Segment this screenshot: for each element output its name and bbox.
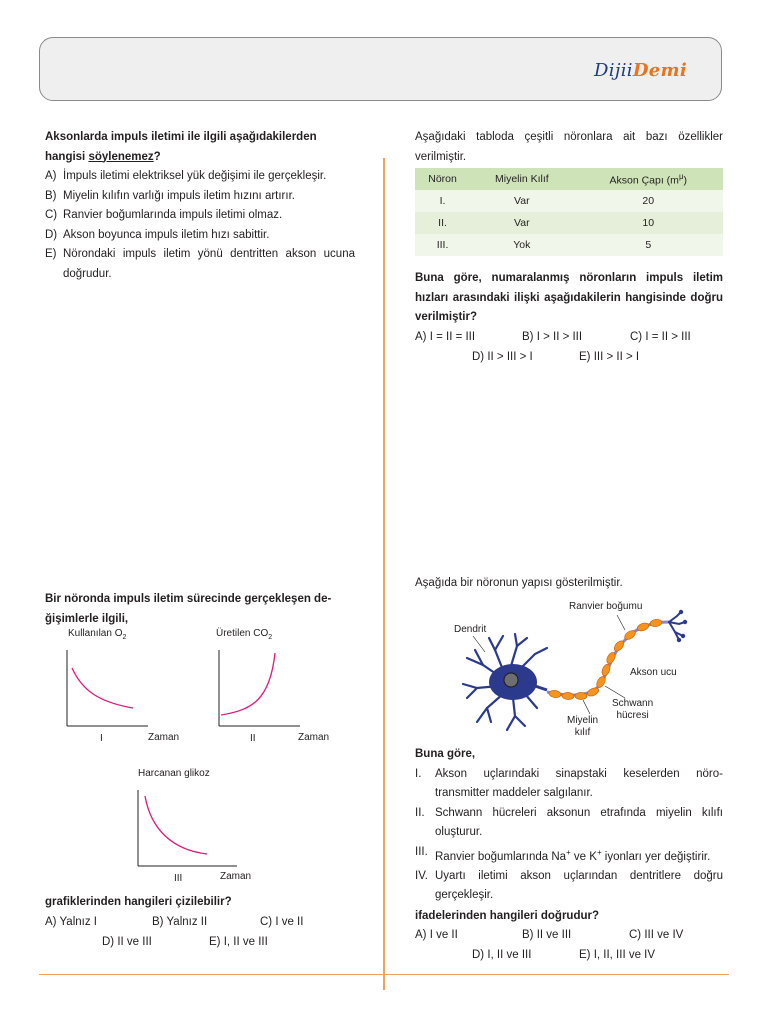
q3-option-e[interactable]: E) I, II ve III (209, 935, 268, 948)
q4-option-c[interactable]: C) III ve IV (629, 929, 684, 942)
data-line (221, 653, 275, 715)
neuron-table (415, 168, 723, 256)
label-miyelin (567, 715, 598, 739)
statement-text: Uyartı iletimi akson uçlarından dentritlere doğru gerçekleşir. (435, 869, 723, 902)
label-miyelin-line-1: Miyelin (567, 715, 599, 726)
q4-options-row-1 (415, 926, 723, 946)
graph-2-numeral: II (250, 733, 256, 744)
label-schwann (612, 698, 653, 722)
q4-options-row-2 (415, 946, 723, 966)
q1-option-d[interactable] (45, 226, 355, 246)
q1-option-c[interactable] (45, 206, 355, 226)
header-text: Akson Çapı (m (609, 174, 679, 187)
logo-part-2: Demi (632, 60, 687, 81)
nucleus (504, 673, 518, 687)
table-row (415, 212, 723, 234)
logo-part-1: Dijii (594, 60, 633, 81)
header-paren: ) (683, 174, 688, 187)
q2-option-a[interactable]: A) I = II = III (415, 330, 476, 343)
q4-question: ifadelerinden hangileri doğrudur? (415, 909, 600, 922)
question-2 (415, 269, 723, 368)
table-header (574, 168, 723, 190)
table-row (415, 190, 723, 212)
option-text: Ranvier boğumlarında impuls iletimi olmaz. (63, 209, 283, 221)
table-header-row (415, 168, 723, 190)
sup-plus: + (566, 847, 571, 857)
q3-option-b[interactable]: B) Yalnız II (152, 915, 208, 928)
q4-buna-gore: Buna göre, (415, 748, 476, 760)
statement-text: Akson uçlarındaki sinapstaki keselerden nöro-transmitter maddeler salgılanır. (435, 767, 723, 799)
statement-key: IV. (415, 869, 429, 882)
q4-option-e[interactable]: E) I, II, III ve IV (579, 949, 656, 962)
q4-statement-3 (415, 843, 723, 867)
label-schwann-line-2: hücresi (616, 710, 649, 721)
label-akson-ucu: Akson ucu (630, 667, 677, 678)
graph-2 (212, 640, 302, 732)
option-key: E) (45, 248, 57, 260)
q2-options-row-1 (415, 328, 723, 348)
graph-1-xlabel: Zaman (148, 732, 180, 743)
question-4 (415, 745, 723, 966)
myelin-sheath (549, 619, 663, 700)
q2-option-b[interactable]: B) I > II > III (522, 330, 583, 343)
table-header: Nöron (415, 168, 470, 190)
q4-statement-1 (415, 765, 723, 804)
option-key: D) (45, 228, 58, 241)
ylabel-text: Kullanılan O (68, 628, 123, 639)
q1-option-e[interactable] (45, 245, 355, 284)
label-miyelin-line-2: kılıf (574, 727, 591, 738)
q4-option-d[interactable]: D) I, II ve III (472, 949, 532, 962)
sup-plus: + (596, 847, 602, 857)
header-box (39, 37, 722, 101)
option-text: İmpuls iletimi elektriksel yük değişimi ile gerçekleşir. (63, 170, 327, 182)
q1-stem-line-2 (45, 148, 355, 168)
option-key: A) (45, 170, 57, 182)
q1-stem-line-1: Aksonlarda impuls iletimi ile ilgili aşağıdakilerden (45, 131, 317, 143)
q3-option-a[interactable]: A) Yalnız I (45, 915, 97, 928)
label-ranvier: Ranvier boğumu (569, 601, 643, 612)
statement-key: II. (415, 806, 425, 819)
table-cell: Var (470, 190, 573, 212)
statement-key: III. (415, 845, 428, 858)
q1-stem-part-c: ? (153, 150, 161, 163)
statement-text: Schwann hücreleri aksonun etrafında miyelin kılıfı oluşturur. (435, 806, 723, 838)
table-row (415, 234, 723, 256)
header-unit-sup: μ (678, 171, 684, 181)
option-text: Akson boyunca impuls iletim hızı sabittir. (63, 228, 270, 241)
graph-3-ylabel: Harcanan glikoz (138, 768, 210, 779)
option-key: C) (45, 209, 58, 221)
statement-text-b: ve K (570, 850, 597, 863)
graph-1-numeral: I (100, 733, 103, 744)
q1-stem-part-a: hangisi (45, 150, 89, 163)
graph-3-numeral: III (174, 873, 183, 884)
q3-stem-line-2: ğişimlerle ilgili, (45, 612, 129, 625)
data-line (72, 668, 133, 708)
table-cell: III. (415, 234, 470, 256)
graph-3-xlabel: Zaman (220, 871, 252, 882)
q4-option-a[interactable]: A) I ve II (415, 929, 458, 942)
label-schwann-line-1: Schwann (612, 698, 654, 709)
question-3 (45, 893, 355, 953)
table-cell: 5 (574, 234, 723, 256)
q4-option-b[interactable]: B) II ve III (522, 929, 572, 942)
ylabel-text: Üretilen CO (216, 628, 269, 639)
table-cell: 20 (574, 190, 723, 212)
q3-option-d[interactable]: D) II ve III (102, 935, 152, 948)
label-dendrit: Dendrit (454, 624, 487, 635)
q2-option-c[interactable]: C) I = II > III (630, 330, 691, 343)
graph-3 (131, 780, 241, 872)
table-cell: Var (470, 212, 573, 234)
table-cell: II. (415, 212, 470, 234)
q2-intro: Aşağıdaki tabloda çeşitli nöronlara ait bazı özellikler verilmiştir. (415, 131, 723, 163)
statement-text-c: iyonları yer değiştirir. (601, 850, 711, 863)
table-cell: 10 (574, 212, 723, 234)
question-3-stem (45, 590, 355, 629)
statement-text-a: Ranvier boğumlarında Na (435, 850, 567, 863)
table-cell: Yok (470, 234, 573, 256)
q4-intro-text: Aşağıda bir nöronun yapısı gösterilmiştir. (415, 577, 623, 589)
question-1 (45, 128, 355, 284)
statement-key: I. (415, 767, 422, 780)
ylabel-sub: 2 (122, 634, 127, 641)
q1-option-a[interactable] (45, 167, 355, 187)
axon-hillock (535, 686, 547, 690)
ylabel-sub: 2 (268, 634, 273, 641)
q4-statement-2 (415, 804, 723, 843)
q4-intro (415, 574, 723, 594)
graph-1 (60, 640, 150, 732)
option-text: Nörondaki impuls iletim yönü dentritten akson ucuna doğrudur. (63, 248, 355, 280)
q2-question: Buna göre, numaralanmış nöronların impuls iletim hızları arasındaki ilişki aşağıdakilerin hangisinde doğru verilmiştir? (415, 272, 723, 323)
q3-question: grafiklerinden hangileri çizilebilir? (45, 896, 232, 908)
logo (594, 60, 687, 81)
option-text: Miyelin kılıfın varlığı impuls iletim hızını artırır. (63, 189, 295, 202)
q3-options-row-1 (45, 913, 355, 933)
q2-option-d[interactable]: D) II > III > I (472, 350, 533, 363)
table-header: Miyelin Kılıf (470, 168, 573, 190)
q1-stem-negation: söylenemez (88, 150, 154, 163)
footer-line (39, 974, 729, 975)
q2-options-row-2 (415, 348, 723, 368)
question-2-intro (415, 128, 723, 167)
data-line (145, 796, 207, 854)
q1-option-b[interactable] (45, 187, 355, 207)
table-cell: I. (415, 190, 470, 212)
q3-options-row-2 (45, 933, 355, 953)
q3-option-c[interactable]: C) I ve II (260, 915, 304, 928)
q4-statement-4 (415, 867, 723, 906)
graph-2-xlabel: Zaman (298, 732, 330, 743)
column-divider (383, 158, 385, 990)
option-key: B) (45, 189, 57, 202)
q2-option-e[interactable]: E) III > II > I (579, 350, 640, 363)
q3-stem-line-1: Bir nöronda impuls iletim sürecinde gerçekleşen de- (45, 593, 332, 605)
